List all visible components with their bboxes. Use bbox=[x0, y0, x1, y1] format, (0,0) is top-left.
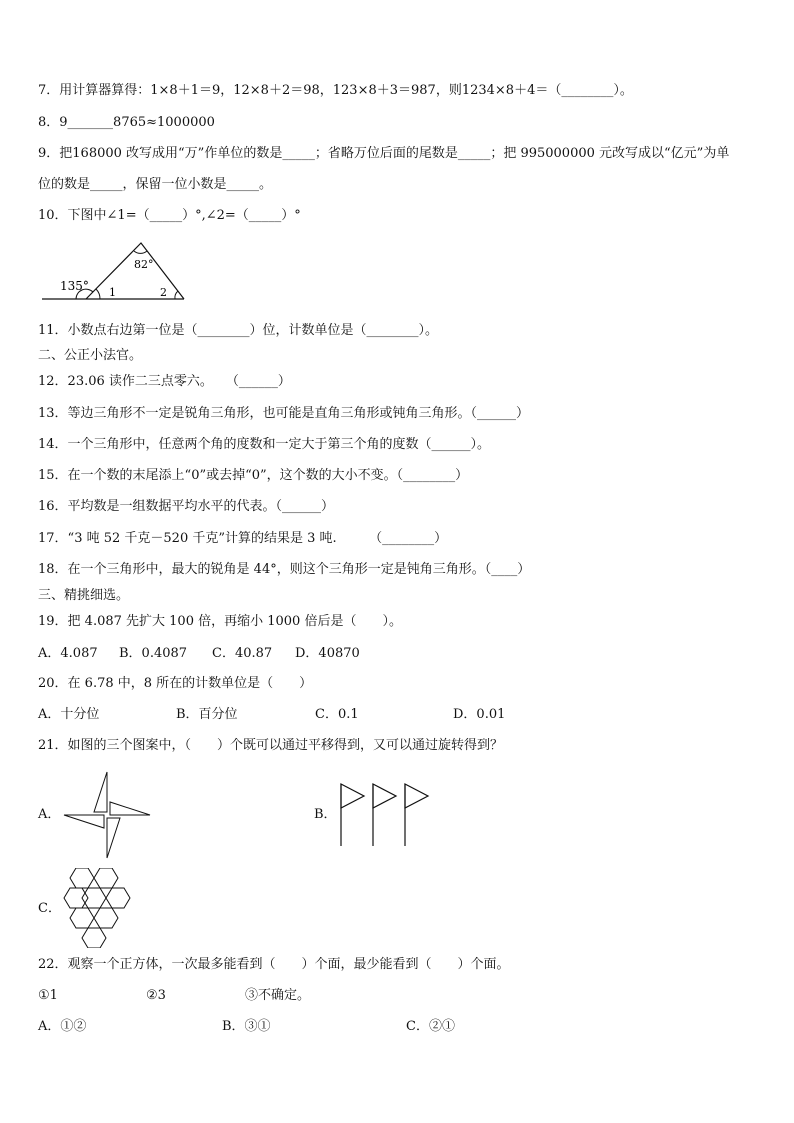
q22-item-1: ①1 bbox=[38, 988, 58, 1003]
q19-option-b: B．0.4087 bbox=[119, 646, 188, 661]
question-9-line2: 位的数是_____，保留一位小数是_____。 bbox=[38, 177, 273, 192]
flags-figure bbox=[338, 782, 430, 848]
q21-option-b-label: B． bbox=[314, 807, 337, 822]
q22-option-a: A．①② bbox=[38, 1019, 87, 1034]
q19-option-c: C．40.87 bbox=[212, 646, 273, 661]
q19-option-a: A．4.087 bbox=[38, 646, 98, 661]
question-8: 8．9_______8765≈1000000 bbox=[38, 115, 215, 130]
q22-item-3: ③不确定。 bbox=[245, 988, 311, 1003]
angle-2-label: 2 bbox=[160, 286, 167, 299]
angle-outer-label: 135° bbox=[60, 279, 89, 293]
question-11: 11．小数点右边第一位是（________）位，计数单位是（________）。 bbox=[38, 323, 439, 338]
angle-1-label: 1 bbox=[109, 286, 116, 299]
question-12: 12．23.06 读作二三点零六。 （______） bbox=[38, 374, 291, 389]
q22-option-c: C．②① bbox=[406, 1019, 455, 1034]
question-21: 21．如图的三个图案中，（ ）个既可以通过平移得到，又可以通过旋转得到？ bbox=[38, 738, 504, 753]
question-10: 10．下图中∠1=（_____）°,∠2=（_____）° bbox=[38, 208, 301, 223]
hexagon-figure bbox=[62, 868, 138, 948]
q19-option-d: D．40870 bbox=[295, 646, 360, 661]
question-22: 22．观察一个正方体，一次最多能看到（ ）个面，最少能看到（ ）个面。 bbox=[38, 957, 510, 972]
q22-option-b: B．③① bbox=[222, 1019, 271, 1034]
section-heading-3: 三、精挑细选。 bbox=[38, 588, 130, 603]
q20-option-b: B．百分位 bbox=[176, 707, 238, 722]
q21-option-c-label: C． bbox=[38, 901, 61, 916]
question-13: 13．等边三角形不一定是锐角三角形，也可能是直角三角形或钝角三角形。（______） bbox=[38, 406, 530, 421]
q20-option-d: D．0.01 bbox=[453, 707, 506, 722]
pinwheel-figure bbox=[62, 770, 152, 860]
question-18: 18．在一个三角形中，最大的锐角是 44°，则这个三角形一定是钝角三角形。（____） bbox=[38, 562, 531, 577]
q22-item-2: ②3 bbox=[146, 988, 166, 1003]
q21-option-a-label: A． bbox=[38, 807, 61, 822]
question-16: 16．平均数是一组数据平均水平的代表。（______） bbox=[38, 499, 335, 514]
q20-option-c: C．0.1 bbox=[315, 707, 359, 722]
question-9-line1: 9．把168000 改写成用“万”作单位的数是_____；省略万位后面的尾数是_____；把 995000000 元改写成以“亿元”为单 bbox=[38, 146, 730, 161]
triangle-figure bbox=[38, 238, 198, 304]
section-heading-2: 二、公正小法官。 bbox=[38, 348, 143, 363]
question-19: 19．把 4.087 先扩大 100 倍，再缩小 1000 倍后是（ ）。 bbox=[38, 614, 402, 629]
q20-option-a: A．十分位 bbox=[38, 707, 100, 722]
question-15: 15．在一个数的末尾添上“0”或去掉“0”，这个数的大小不变。（________） bbox=[38, 468, 469, 483]
question-7: 7．用计算器算得：1×8＋1＝9，12×8＋2＝98，123×8＋3＝987，则1234×8＋4＝（________）。 bbox=[38, 83, 633, 98]
question-20: 20．在 6.78 中，8 所在的计数单位是（ ） bbox=[38, 676, 313, 691]
question-14: 14．一个三角形中，任意两个角的度数和一定大于第三个角的度数（______）。 bbox=[38, 437, 491, 452]
angle-top-label: 82° bbox=[134, 258, 154, 271]
question-17: 17．“3 吨 52 千克－520 千克”计算的结果是 3 吨. （________） bbox=[38, 531, 448, 546]
